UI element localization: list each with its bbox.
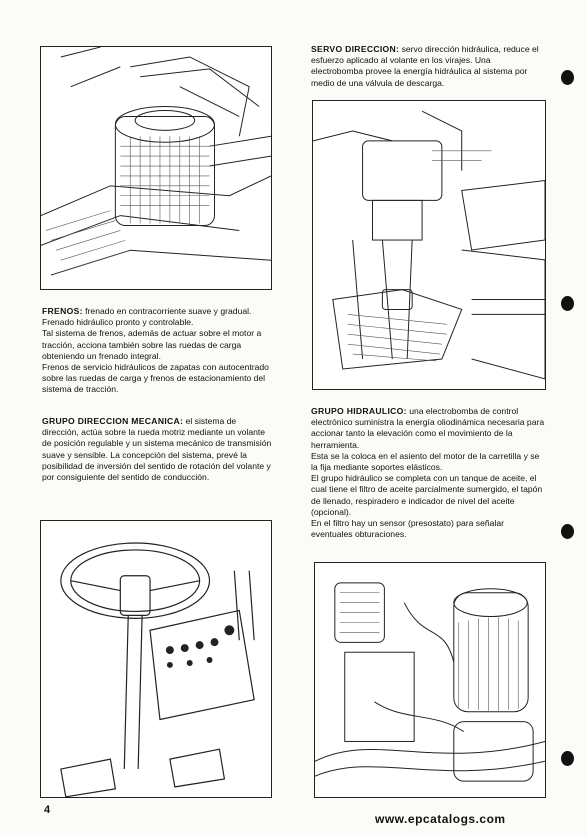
frenos-section [42,306,274,396]
frenos-paragraph-1: frenado en contracorriente suave y gradual. Frenado hidráulico pronto y controlable. [42,306,252,328]
grupo-hidraulico-paragraph-2: Esta se la coloca en el asiento del motor de la carretilla y se la fija mediante soportes elásticos. [311,450,540,473]
grupo-hidraulico-paragraph-1: una electrobomba de control electrónico suministra la energía oliodinámica necesaria para accionar tanto la elevación como el movimiento de la herramienta. [311,406,545,450]
grupo-hidraulico-heading: GRUPO HIDRAULICO: [311,406,407,416]
grupo-hidraulico-paragraph-3: El grupo hidráulico se completa con un tanque de aceite, el cual tiene el filtro de aceite parcialmente sumergido, el tapón de llenado, respiradero e indicador de nivel del aceite (opcional). [311,473,543,517]
frenos-paragraph-2: Tal sistema de frenos, además de actuar sobre el motor a tracción, acciona también sobre las ruedas de carga obteniendo un frenado integral. [42,328,262,361]
frenos-heading: FRENOS: [42,306,83,316]
grupo-direccion-heading: GRUPO DIRECCION MECANICA: [42,416,184,426]
punch-hole-2 [561,296,574,311]
figure-brake-motor [40,46,272,290]
punch-hole-1 [561,70,574,85]
servo-direccion-section [311,44,545,89]
grupo-hidraulico-section [311,406,545,540]
grupo-hidraulico-paragraph-4: En el filtro hay un sensor (presostato) para señalar eventuales obturaciones. [311,518,504,540]
figure-steering-wheel [40,520,272,798]
frenos-paragraph-3: Frenos de servicio hidráulicos de zapatas con autocentrado sobre las ruedas de carga y frenos de estacionamiento del sistema de tracción. [42,362,269,395]
grupo-direccion-paragraph-1: el sistema de dirección, actúa sobre la rueda motriz mediante un volante de posición regulable y un sistema mecánico de transmisión suave y sensible. La concepción del sistema, prevé la posibilidad de inversión del sentido de rotación del volante y por consiguiente del sentido de conducción. [42,416,272,483]
footer-url[interactable]: www.epcatalogs.com [375,812,506,826]
page-number: 4 [44,804,51,816]
grupo-direccion-section [42,416,274,483]
figure-servo-steering [312,100,546,390]
punch-hole-3 [561,524,574,539]
servo-direccion-paragraph-1: servo dirección hidráulica, reduce el esfuerzo aplicado al volante en los virajes. Una electrobomba provee la energía hidráulica al sistema por medio de una válvula de descarga. [311,44,539,88]
punch-hole-4 [561,751,574,766]
servo-direccion-heading: SERVO DIRECCION: [311,44,400,54]
figure-hydraulic-group [314,562,546,798]
